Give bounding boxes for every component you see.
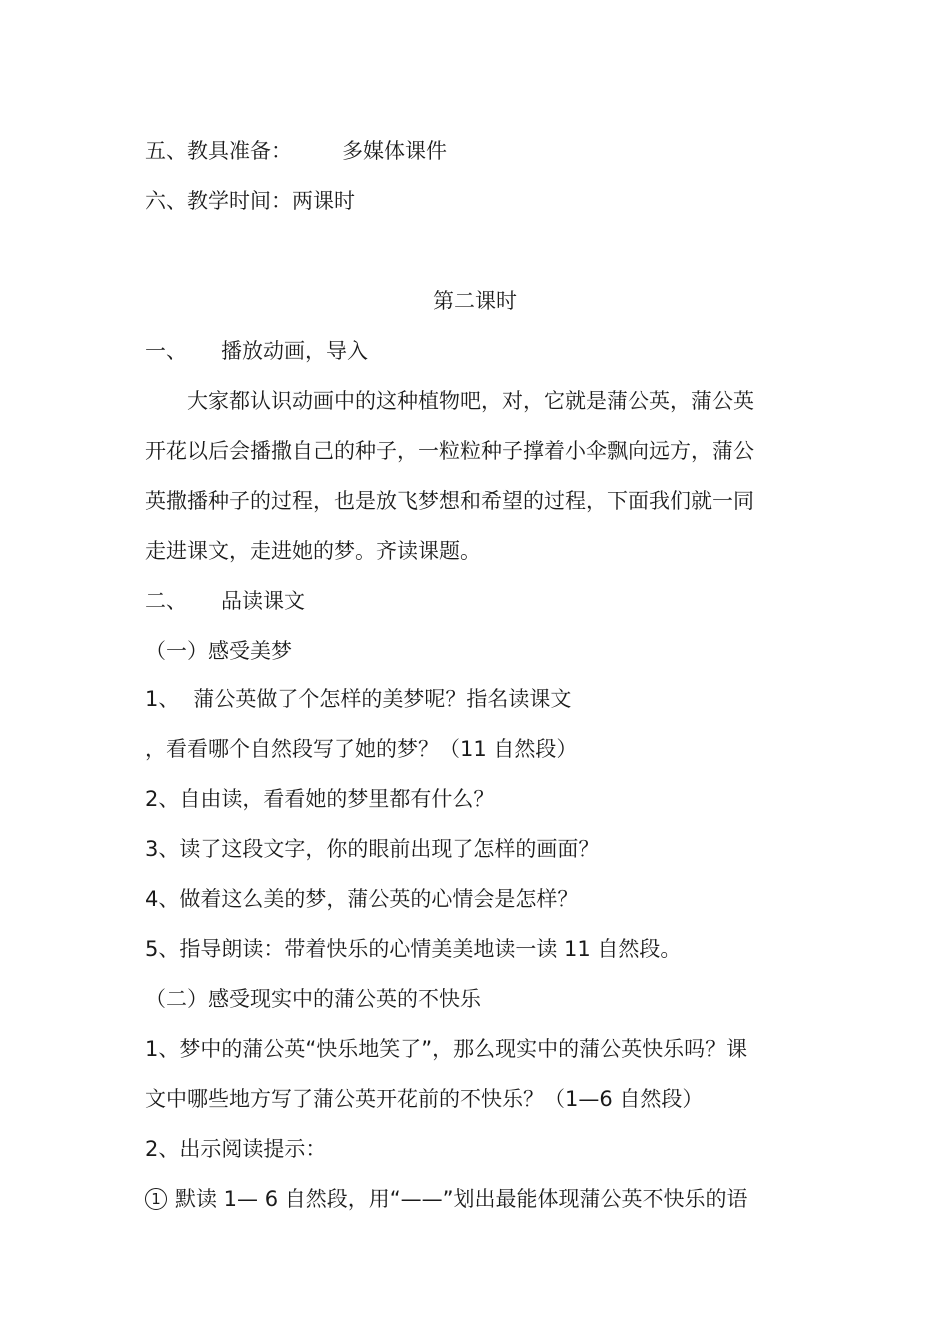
sub-1-item-2: 2、自由读，看看她的梦里都有什么？: [145, 787, 495, 811]
sub-1-item-1-number: 1、: [145, 687, 180, 711]
part-2-heading: [145, 586, 305, 616]
sub-1-heading: （一）感受美梦: [145, 639, 292, 663]
intro-line-3: 英撒播种子的过程，也是放飞梦想和希望的过程，下面我们就一同: [145, 489, 754, 513]
section-6: 六、教学时间：两课时: [145, 189, 355, 213]
part-2-title: 品读课文: [221, 589, 305, 613]
section-5-label: 五、教具准备：: [145, 139, 292, 163]
sub-1-item-1: [145, 684, 571, 714]
sub-1-item-5: 5、指导朗读：带着快乐的心情美美地读一读 11 自然段。: [145, 937, 682, 961]
sub-2-item-1-line-2: 文中哪些地方写了蒲公英开花前的不快乐？（1—6 自然段）: [145, 1087, 704, 1111]
intro-line-1: 大家都认识动画中的这种植物吧，对，它就是蒲公英，蒲公英: [187, 389, 754, 413]
sub-1-item-1-text: 蒲公英做了个怎样的美梦呢？指名读课文: [193, 687, 572, 711]
sub-2-item-2: 2、出示阅读提示：: [145, 1137, 327, 1161]
sub-1-item-3: 3、读了这段文字，你的眼前出现了怎样的画面？: [145, 837, 600, 861]
lesson-title: 第二课时: [433, 289, 517, 313]
section-5-value: 多媒体课件: [342, 139, 447, 163]
section-5: [145, 136, 447, 166]
part-2-number: 二、: [145, 589, 187, 613]
intro-line-2: 开花以后会播撒自己的种子，一粒粒种子撑着小伞飘向远方，蒲公: [145, 439, 754, 463]
part-1-heading: [145, 336, 368, 366]
circled-number-marker: 1: [145, 1188, 167, 1210]
sub-2-heading: （二）感受现实中的蒲公英的不快乐: [145, 987, 481, 1011]
sub-1-item-4: 4、做着这么美的梦，蒲公英的心情会是怎样？: [145, 887, 579, 911]
intro-line-4: 走进课文，走进她的梦。齐读课题。: [145, 539, 481, 563]
reading-hint-1: [145, 1184, 748, 1214]
sub-1-item-1-continuation: ，看看哪个自然段写了她的梦？（11 自然段）: [145, 737, 578, 761]
reading-hint-1-text: 默读 1— 6 自然段，用“——”划出最能体现蒲公英不快乐的语: [175, 1187, 748, 1211]
sub-2-item-1-line-1: 1、梦中的蒲公英“快乐地笑了”，那么现实中的蒲公英快乐吗？课: [145, 1037, 748, 1061]
part-1-number: 一、: [145, 339, 187, 363]
part-1-title: 播放动画，导入: [221, 339, 368, 363]
